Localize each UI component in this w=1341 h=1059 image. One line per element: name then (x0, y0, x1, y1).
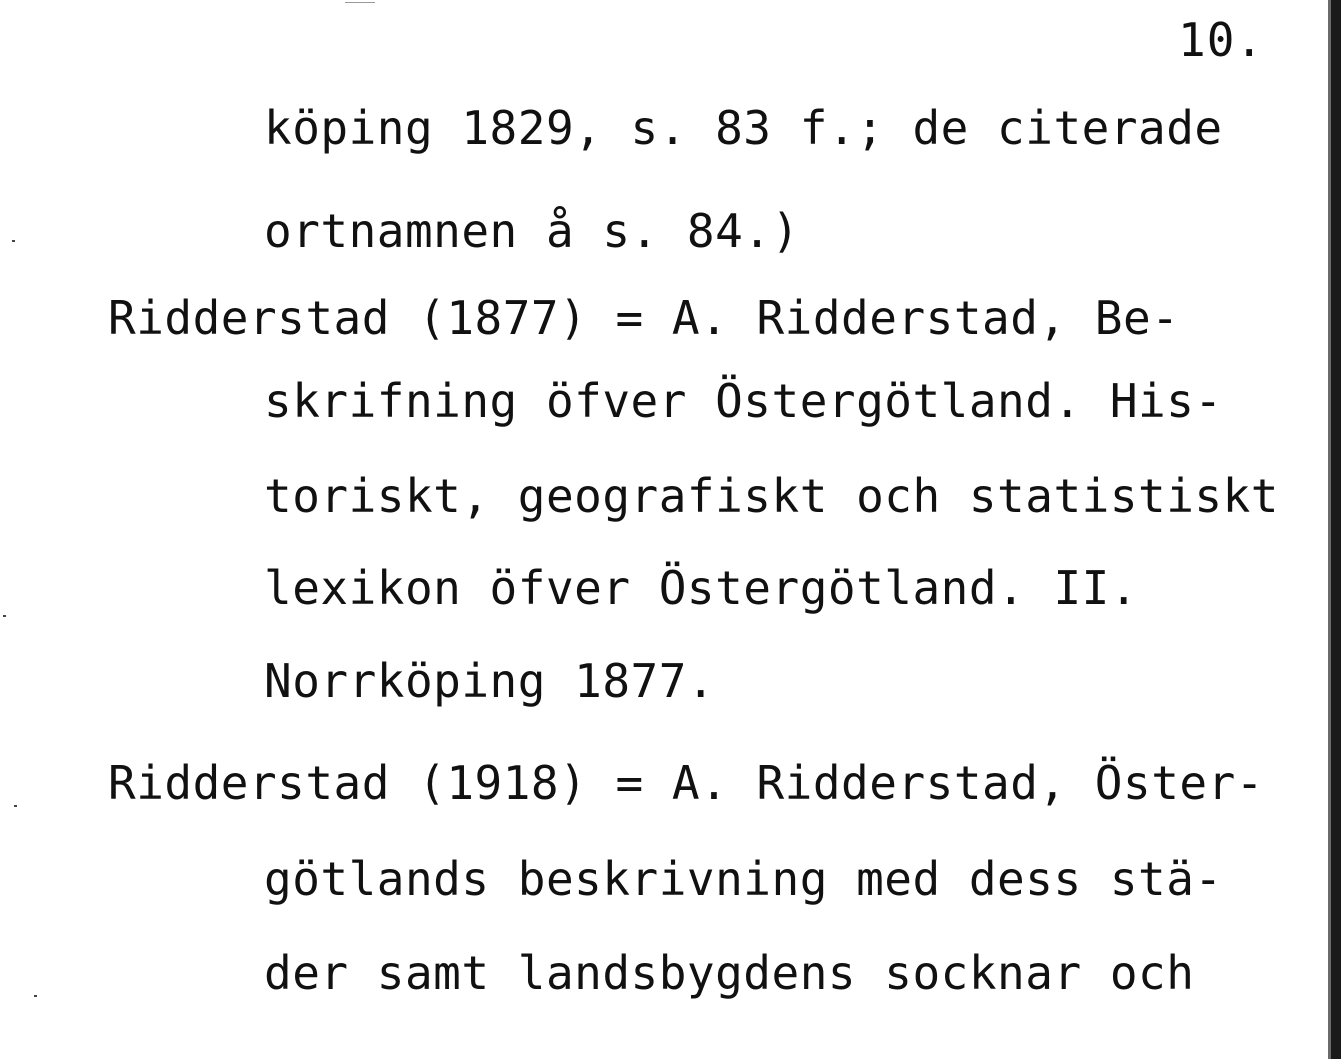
bibliography-entry-heading: Ridderstad (1877) = A. Ridderstad, Be- (108, 291, 1180, 345)
scan-speck (12, 240, 15, 242)
text-line: lexikon öfver Östergötland. II. (264, 561, 1139, 615)
text-line: Norrköping 1877. (264, 654, 716, 708)
scan-speck (3, 615, 6, 617)
text-line: ortnamnen å s. 84.) (264, 204, 800, 258)
text-line: skrifning öfver Östergötland. His- (264, 374, 1223, 428)
scan-speck (14, 805, 17, 807)
text-line: toriskt, geografiskt och statistiskt (264, 469, 1279, 523)
scan-speck (34, 995, 37, 997)
scan-edge (1331, 0, 1341, 1059)
text-line: köping 1829, s. 83 f.; de citerade (264, 101, 1223, 155)
scan-speck (345, 2, 375, 3)
text-line: götlands beskrivning med dess stä- (264, 852, 1223, 906)
page-number: 10. (1178, 13, 1265, 67)
text-line: der samt landsbygdens socknar och (264, 946, 1195, 1000)
bibliography-entry-heading: Ridderstad (1918) = A. Ridderstad, Öster- (108, 756, 1264, 810)
